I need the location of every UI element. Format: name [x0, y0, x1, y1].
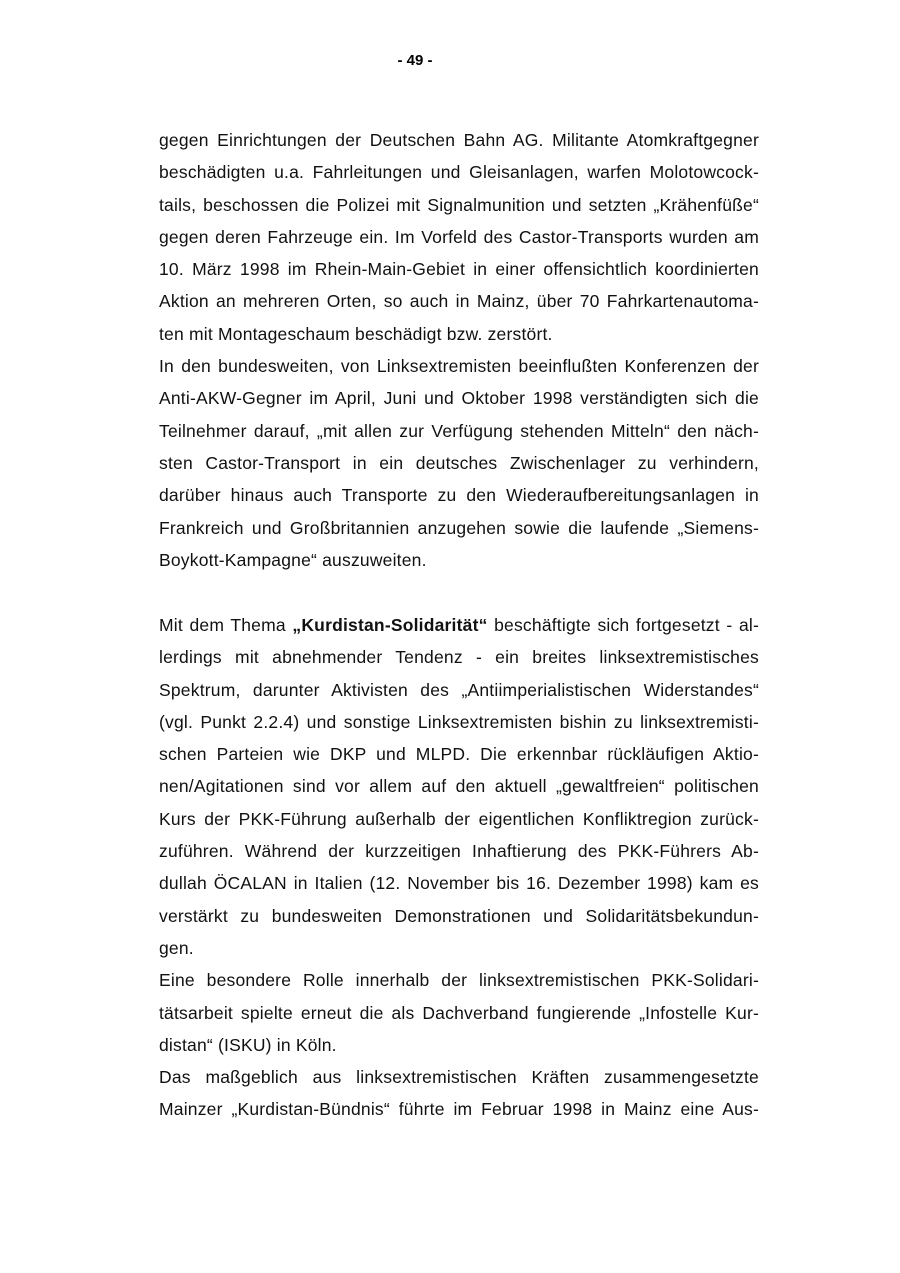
text-line: Teilnehmer darauf, „mit allen zur Verfügung stehenden Mitteln“ den näch- — [159, 420, 759, 441]
text-line: (vgl. Punkt 2.2.4) und sonstige Linksextremisten bishin zu linksextremisti- — [159, 711, 759, 732]
text-line: verstärkt zu bundesweiten Demonstrationen und Solidaritätsbekundun- — [159, 905, 759, 926]
text-line: Anti-AKW-Gegner im April, Juni und Oktober 1998 verständigten sich die — [159, 388, 759, 409]
text-line: Spektrum, darunter Aktivisten des „Antiimperialistischen Widerstandes“ — [159, 679, 759, 700]
text-line: beschädigten u.a. Fahrleitungen und Gleisanlagen, warfen Molotowcock- — [159, 162, 759, 183]
text-line: gegen Einrichtungen der Deutschen Bahn AG. Militante Atomkraftgegner — [159, 130, 759, 150]
paragraph-kurdistan — [159, 609, 759, 1126]
text-line: Das maßgeblich aus linksextremistischen Kräften zusammengesetzte — [159, 1067, 759, 1088]
paragraph-castor — [159, 124, 759, 576]
text-line: tätsarbeit spielte erneut die als Dachverband fungierende „Infostelle Kur- — [159, 1002, 759, 1023]
text-line: Kurs der PKK-Führung außerhalb der eigentlichen Konfliktregion zurück- — [159, 808, 759, 829]
text-line: distan“ (ISKU) in Köln. — [159, 1034, 337, 1055]
page-number: - 49 - — [397, 52, 433, 69]
text-line: ten mit Montageschaum beschädigt bzw. zerstört. — [159, 323, 553, 344]
text-line: sten Castor-Transport in ein deutsches Zwischenlager zu verhindern, — [159, 452, 759, 473]
text-fragment: Mit dem Thema — [159, 615, 293, 635]
text-fragment: beschäftigte sich fortgesetzt - al- — [487, 615, 760, 635]
text-line: 10. März 1998 im Rhein-Main-Gebiet in einer offensichtlich koordinierten — [159, 259, 759, 280]
text-line: zuführen. Während der kurzzeitigen Inhaftierung des PKK-Führers Ab- — [159, 841, 759, 862]
text-line: dullah ÖCALAN in Italien (12. November bis 16. Dezember 1998) kam es — [159, 873, 759, 894]
text-line: Mainzer „Kurdistan-Bündnis“ führte im Februar 1998 in Mainz eine Aus- — [159, 1099, 759, 1120]
text-line: In den bundesweiten, von Linksextremisten beeinflußten Konferenzen der — [159, 356, 759, 377]
text-line: lerdings mit abnehmender Tendenz - ein breites linksextremistisches — [159, 647, 759, 668]
text-line: darüber hinaus auch Transporte zu den Wiederaufbereitungsanlagen in — [159, 485, 759, 506]
topic-heading: „Kurdistan-Solidarität“ — [292, 615, 488, 635]
text-line: tails, beschossen die Polizei mit Signalmunition und setzten „Krähenfüße“ — [159, 194, 759, 215]
text-line-with-heading — [159, 609, 759, 641]
text-line: Boykott-Kampagne“ auszuweiten. — [159, 549, 427, 570]
text-line: nen/Agitationen sind vor allem auf den aktuell „gewaltfreien“ politischen — [159, 776, 759, 797]
text-line: gen. — [159, 937, 194, 958]
text-line: Frankreich und Großbritannien anzugehen sowie die laufende „Siemens- — [159, 517, 759, 538]
text-line: schen Parteien wie DKP und MLPD. Die erkennbar rückläufigen Aktio- — [159, 744, 759, 765]
text-line: Eine besondere Rolle innerhalb der linksextremistischen PKK-Solidari- — [159, 970, 759, 991]
text-line: Aktion an mehreren Orten, so auch in Mainz, über 70 Fahrkartenautoma- — [159, 291, 759, 312]
text-line: gegen deren Fahrzeuge ein. Im Vorfeld des Castor-Transports wurden am — [159, 226, 759, 247]
